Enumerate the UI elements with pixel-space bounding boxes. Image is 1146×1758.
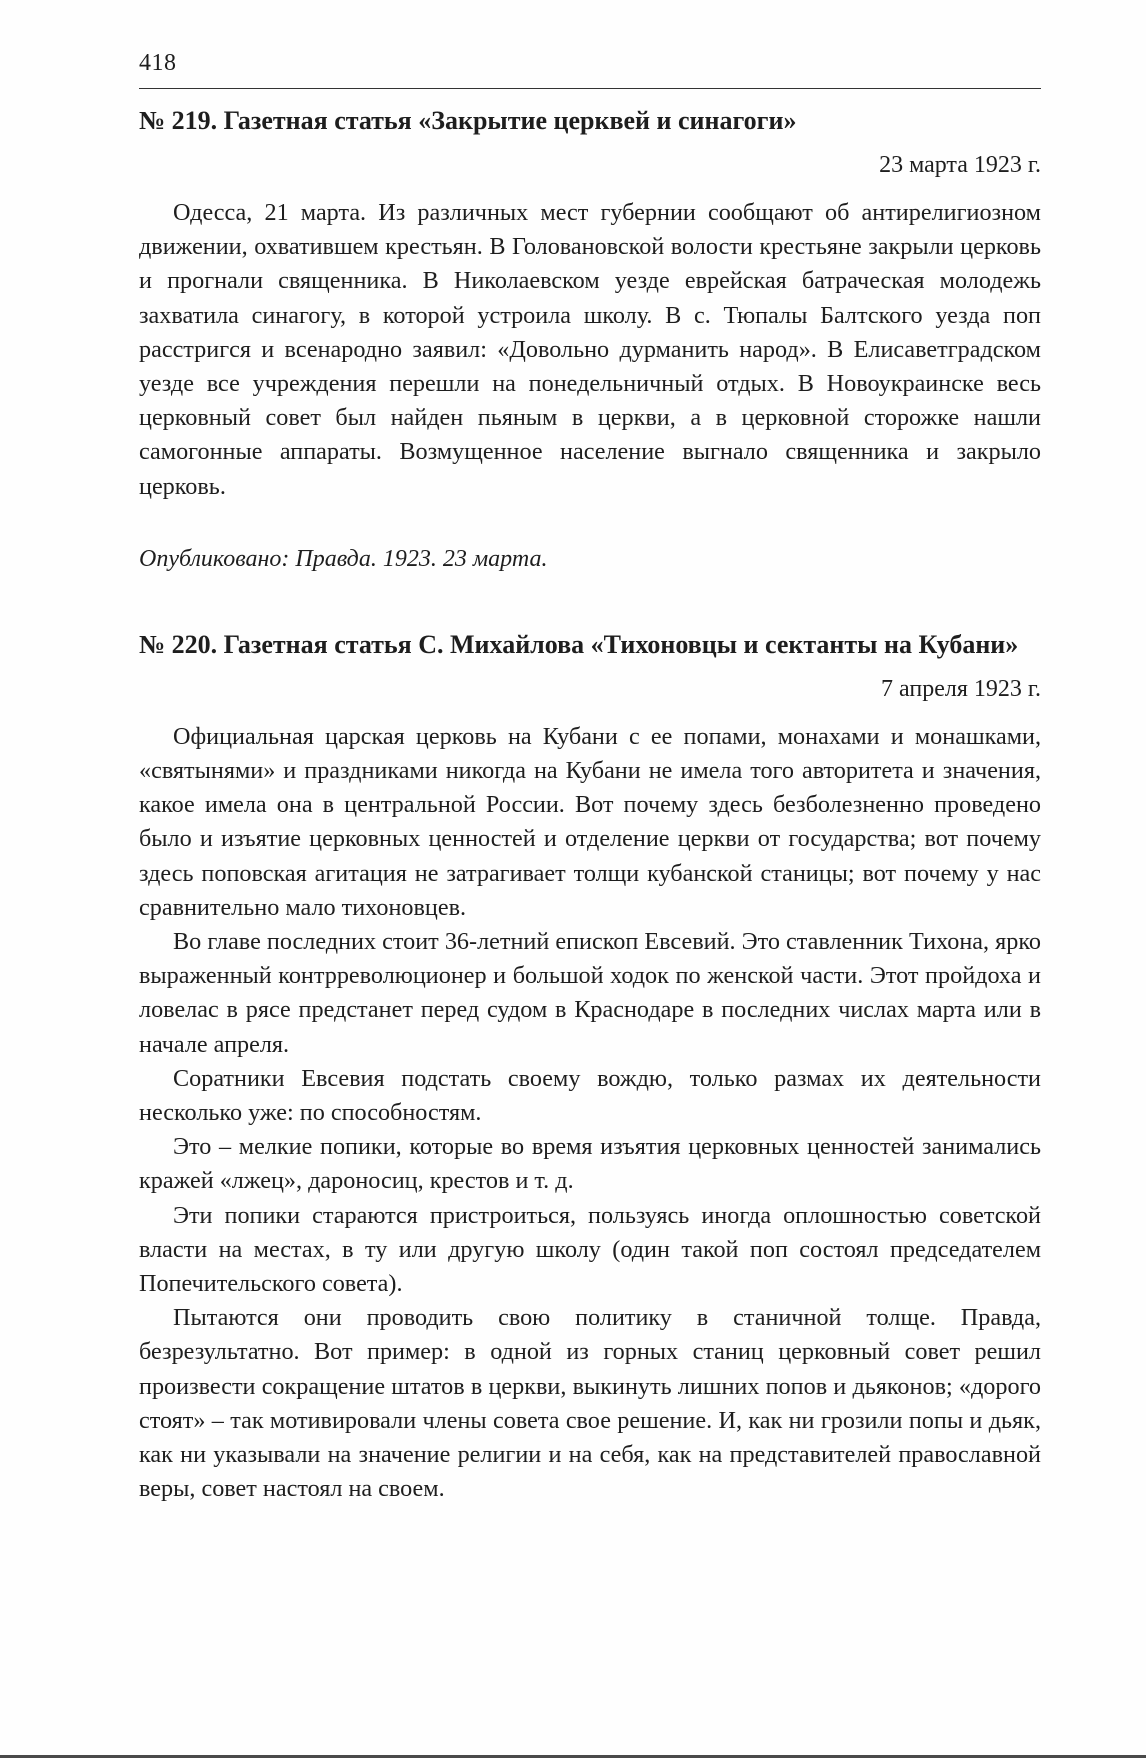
body-paragraph: Одесса, 21 марта. Из различных мест губернии сообщают об антирелигиозном движении, охватившем крестьян. В Головановской волости крестьяне закрыли церковь и прогнали священника. В Николаевском уезде еврейская батраческая молодежь захватила синагогу, в которой устроила школу. В с. Тюпалы Балтского уезда поп расстригся и всенародно заявил: «Довольно дурманить народ». В Елисаветградском уезде все учреждения перешли на понедельничный отдых. В Новоукраинске весь церковный совет был найден пьяным в церкви, а в церковной сторожке нашли самогонные аппараты. Возмущенное население выгнало священника и закрыло церковь. <box>139 199 1041 500</box>
body-paragraph: Это – мелкие попики, которые во время изъятия церковных ценностей занимались кражей «лжец», дароносиц, крестов и т. д. <box>139 1133 1041 1195</box>
document-date: 23 марта 1923 г. <box>879 152 1041 178</box>
header-rule <box>139 88 1041 89</box>
body-paragraph: Эти попики стараются пристроиться, пользуясь иногда оплошностью советской власти на местах, в ту или другую школу (один такой поп состоял председателем Попечительского совета). <box>139 1201 1041 1298</box>
document-title: № 220. Газетная статья С. Михайлова «Тихоновцы и сектанты на Кубани» <box>139 629 1019 659</box>
document-title: № 219. Газетная статья «Закрытие церквей и синагоги» <box>139 106 797 135</box>
document-date: 7 апреля 1923 г. <box>881 675 1041 702</box>
body-paragraph: Пытаются они проводить свою политику в станичной толще. Правда, безрезультатно. Вот пример: в одной из горных станиц церковный совет решил произвести сокращение штатов в церкви, выкинуть лишних попов и дьяконов; «дорого стоят» – так мотивировали члены совета свое решение. И, как ни грозили попы и дьяк, как ни указывали на значение религии и на себя, как на представителей православной веры, совет настоял на своем. <box>139 1304 1041 1503</box>
document-219 <box>139 104 1041 576</box>
body-paragraph: Официальная царская церковь на Кубани с ее попами, монахами и монашками, «святынями» и праздниками никогда на Кубани не имела того авторитета и значения, какое имела она в центральной России. Вот почему здесь безболезненно проведено было и изъятие церковных ценностей и отделение церкви от государства; вот почему здесь поповская агитация не затрагивает толщи кубанской станицы; вот почему у нас сравнительно мало тихоновцев. <box>139 722 1041 921</box>
body-paragraph: Соратники Евсевия подстать своему вождю, только размах их деятельности несколько уже: по способностям. <box>139 1064 1041 1127</box>
source-citation: Опубликовано: Правда. 1923. 23 марта. <box>139 545 548 572</box>
body-paragraph: Во главе последних стоит 36-летний епископ Евсевий. Это ставленник Тихона, ярко выраженный контрреволюционер и большой ходок по женской части. Этот пройдоха и ловелас в рясе предстанет перед судом в Краснодаре в последних числах марта или в начале апреля. <box>139 928 1041 1058</box>
document-220 <box>139 628 1041 1507</box>
page-number: 418 <box>139 50 177 76</box>
page-content <box>139 104 1041 1507</box>
